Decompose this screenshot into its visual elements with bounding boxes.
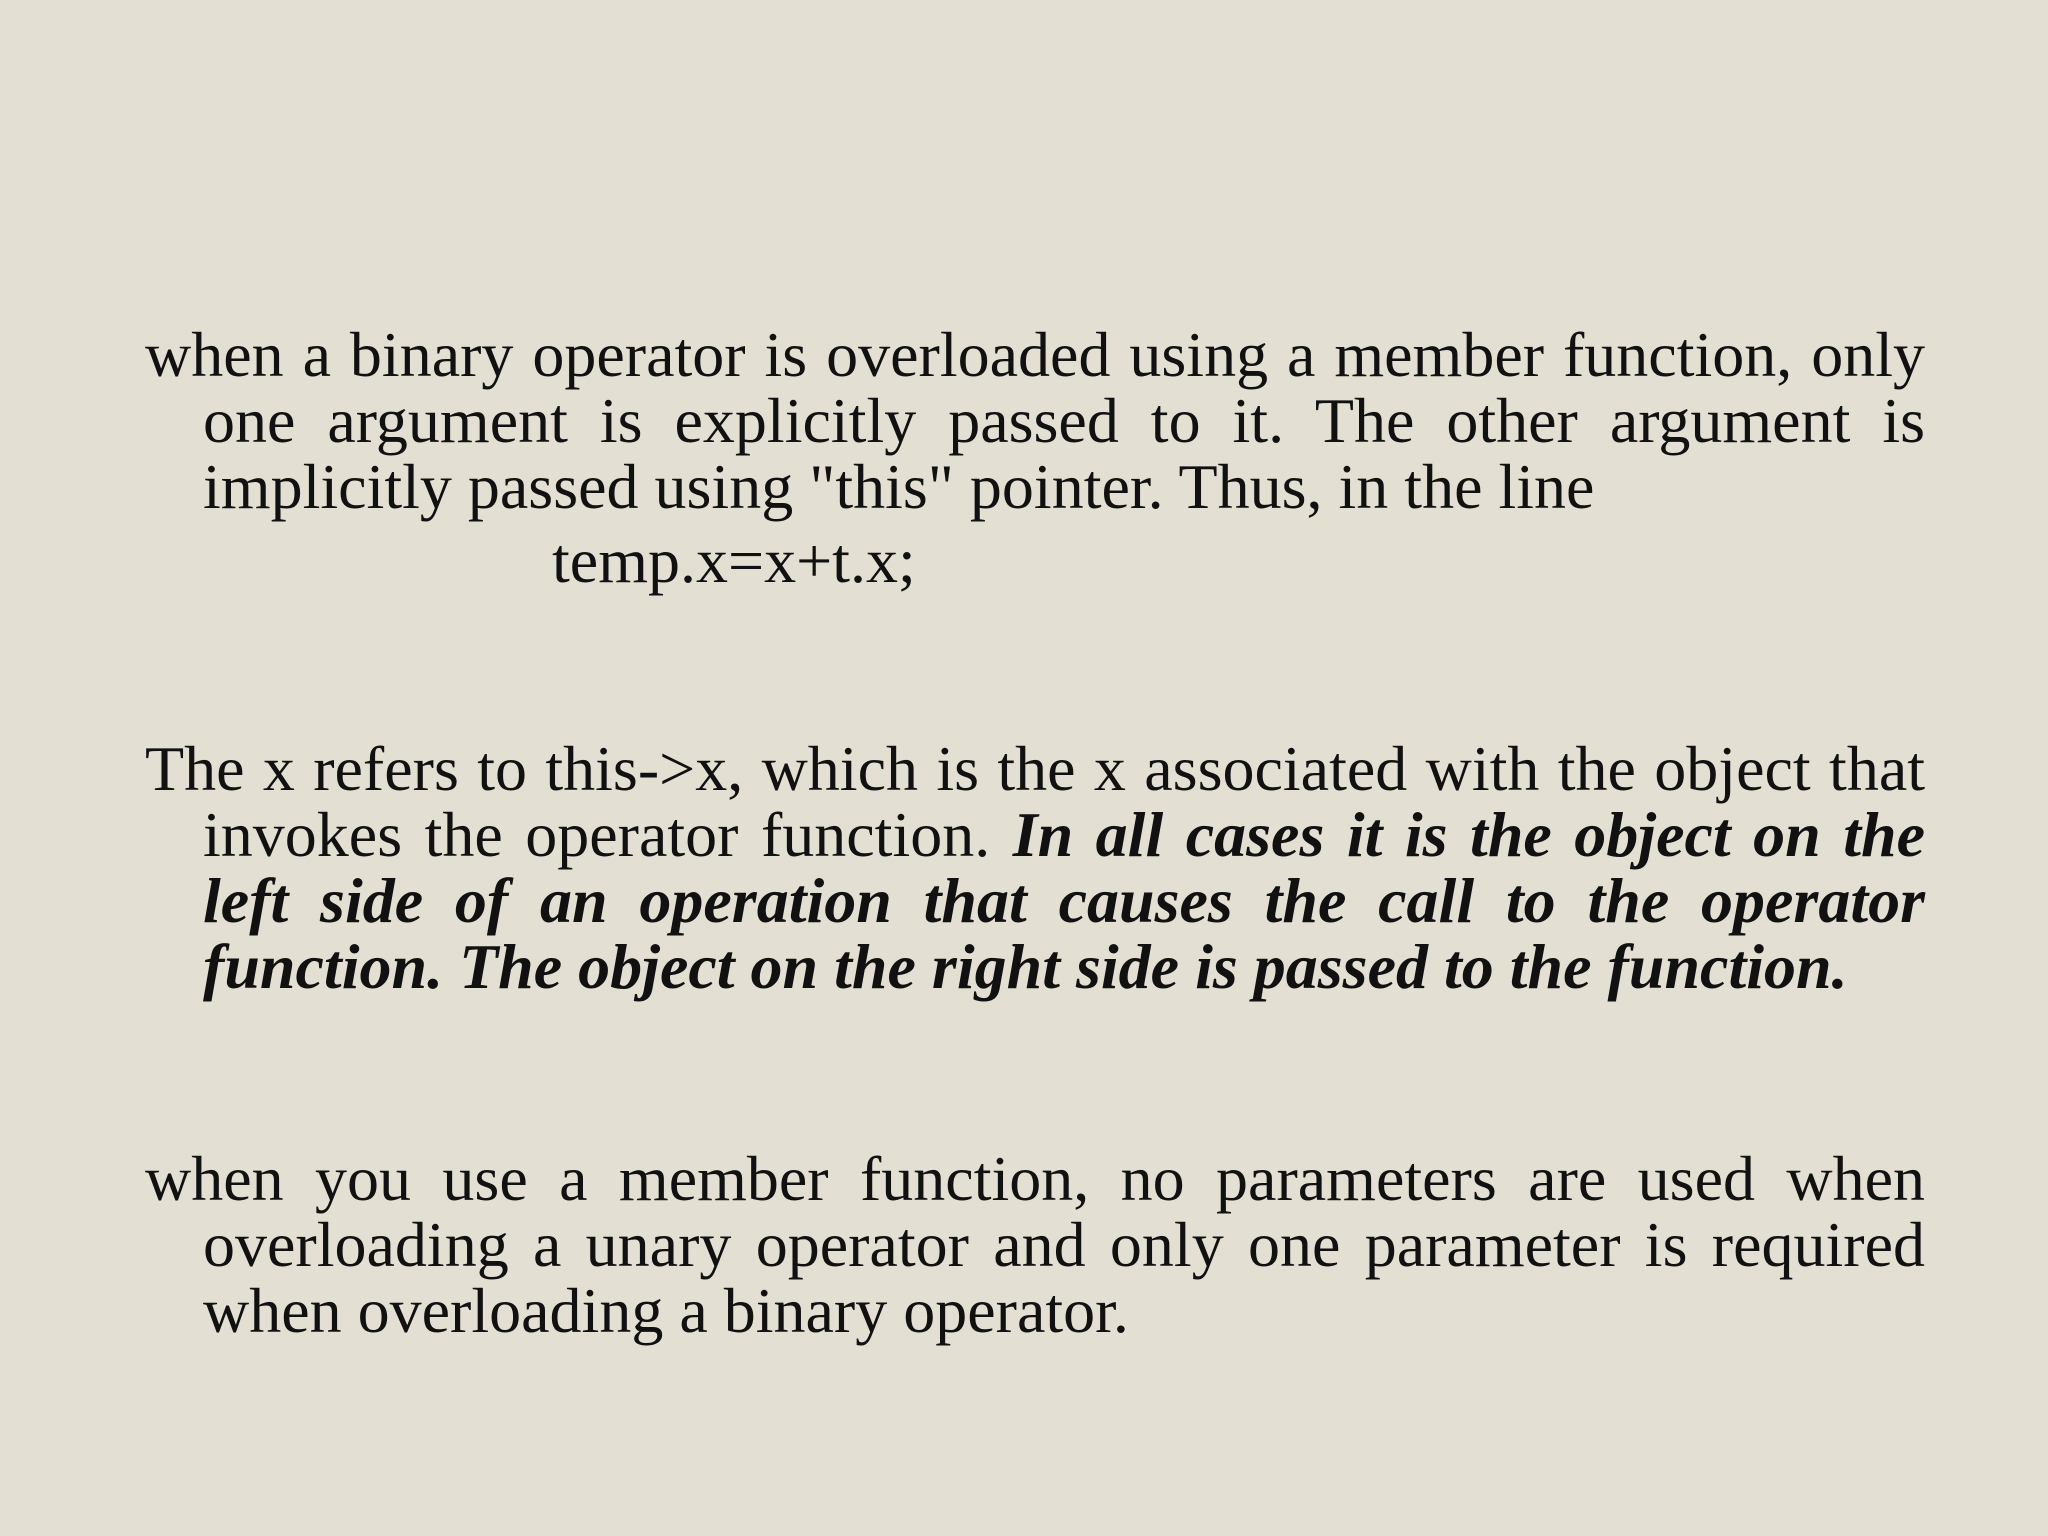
paragraph-this-pointer-text: The x refers to this->x, which is the x associated with the object that invokes the operator function. xyxy=(145,733,1925,870)
paragraph-unary-operator-text: when you use a member function, no parameters are used when overloading a unary operator and only one parameter is required when overloading a binary operator. xyxy=(145,1143,1925,1346)
code-example-line: temp.x=x+t.x; xyxy=(552,525,916,596)
paragraph-unary-operator xyxy=(145,1143,1925,1346)
paragraph-this-pointer xyxy=(145,733,1926,1002)
paragraph-binary-operator-text: when a binary operator is overloaded using a member function, only one argument is explicitly passed to it. The other argument is implicitly passed using "this" pointer. Thus, in the line xyxy=(145,319,1925,522)
paragraph-this-pointer-emphasis: In all cases it is the object on the left side of an operation that causes the call to the operator function. The object on the right side is passed to the function. xyxy=(203,799,1926,1002)
paragraph-binary-operator xyxy=(145,319,1925,522)
